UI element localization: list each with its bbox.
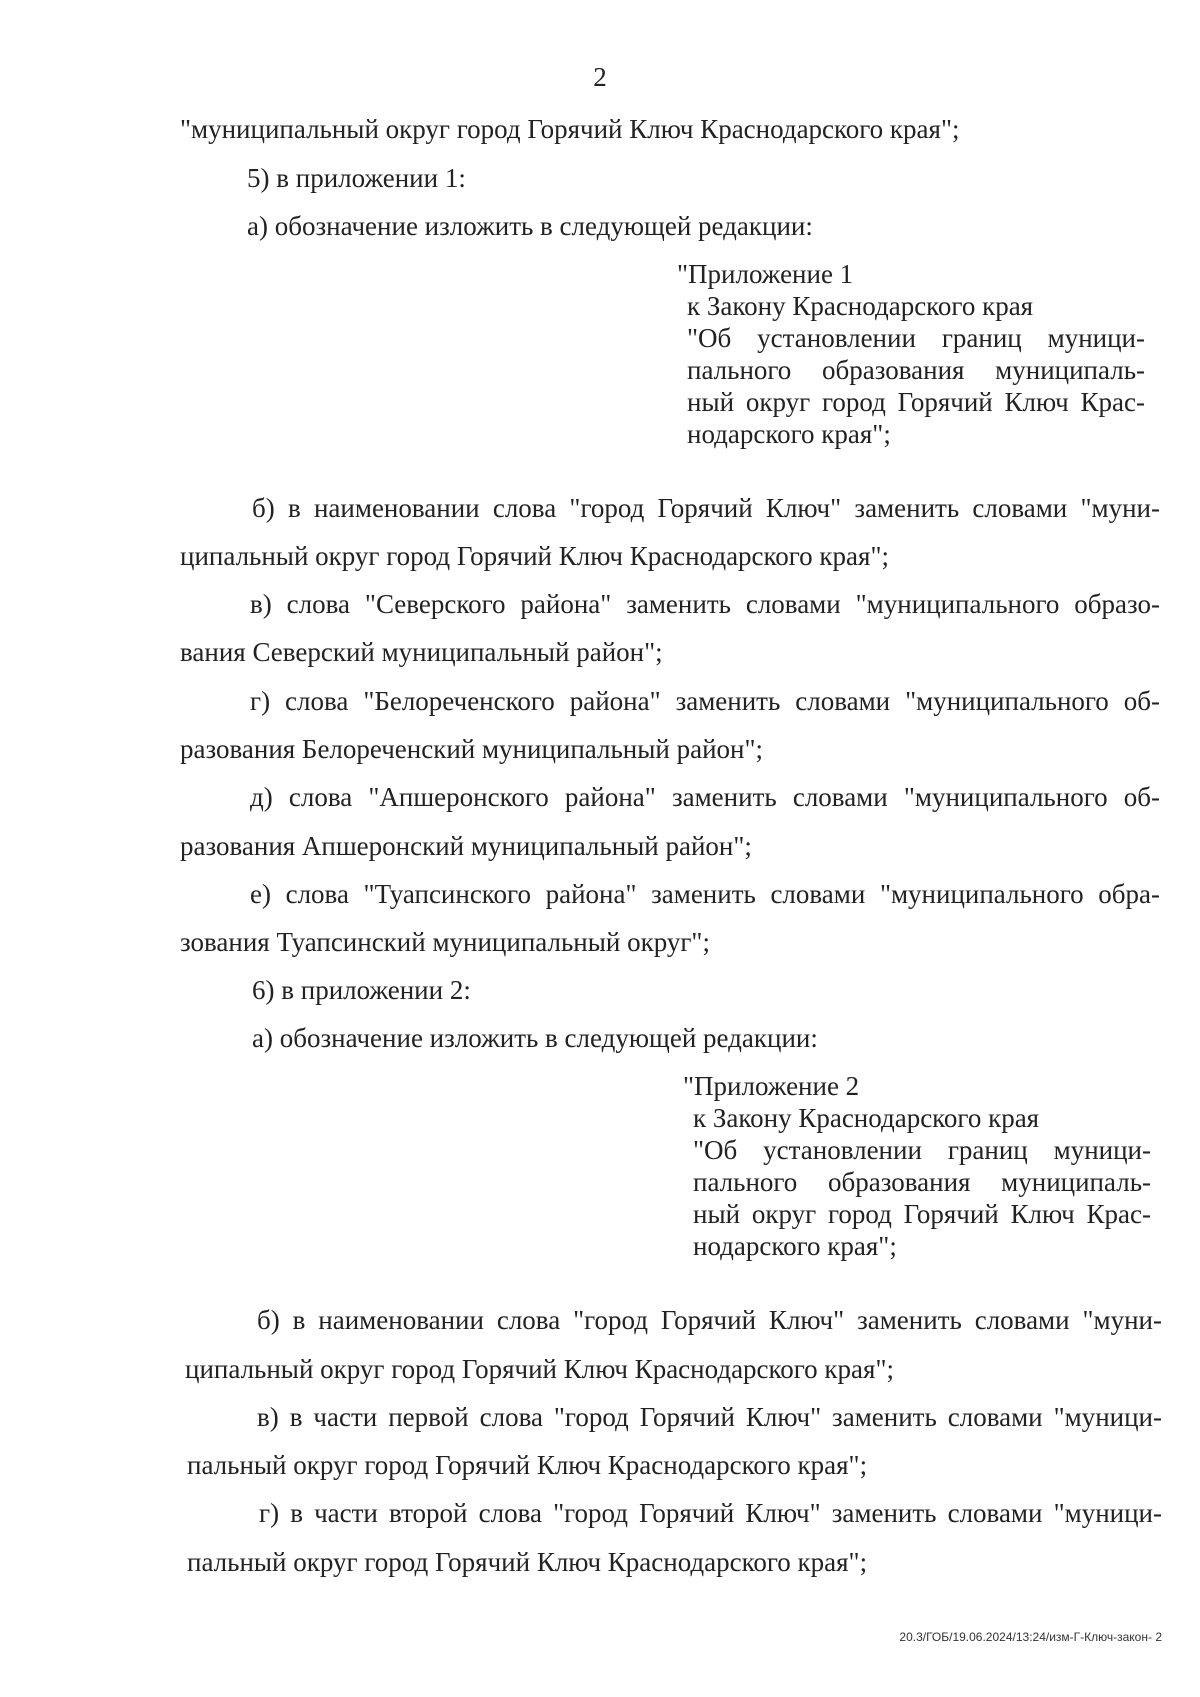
appendix-2-line: "Приложение 2	[683, 1071, 860, 1101]
text-line: ципальный округ город Горячий Ключ Краснодарского края";	[185, 1354, 894, 1384]
appendix-1-line: нодарского края";	[687, 419, 891, 449]
appendix-1-line: пального образования муниципаль-	[687, 355, 1145, 385]
text-line: а) обозначение изложить в следующей редакции:	[252, 1023, 818, 1053]
appendix-1-line: "Об установлении границ муници-	[687, 323, 1145, 353]
text-line: ципальный округ город Горячий Ключ Краснодарского края";	[180, 541, 889, 571]
appendix-1-line: к Закону Краснодарского края	[687, 291, 1034, 321]
text-line: а) обозначение изложить в следующей редакции:	[247, 211, 813, 241]
appendix-2-header	[683, 1070, 1151, 1262]
text-line: 5) в приложении 1:	[247, 163, 466, 193]
page-number: 2	[593, 62, 607, 92]
text-line: разования Апшеронский муниципальный район";	[180, 831, 752, 861]
text-line: 6) в приложении 2:	[252, 975, 471, 1005]
appendix-1-line: ный округ город Горячий Ключ Крас-	[687, 387, 1145, 417]
text-line: вания Северский муниципальный район";	[180, 637, 663, 667]
text-line: в) слова "Северского района" заменить словами "муниципального образо-	[250, 589, 1160, 619]
text-line: пальный округ город Горячий Ключ Краснодарского края";	[187, 1450, 868, 1480]
appendix-1-line: "Приложение 1	[677, 259, 854, 289]
text-line: г) слова "Белореченского района" заменить словами "муниципального об-	[250, 686, 1160, 716]
text-line: б) в наименовании слова "город Горячий Ключ" заменить словами "муни-	[252, 493, 1160, 523]
appendix-2-line: ный округ город Горячий Ключ Крас-	[693, 1199, 1151, 1229]
text-line: пальный округ город Горячий Ключ Краснодарского края";	[187, 1547, 868, 1577]
text-line: б) в наименовании слова "город Горячий Ключ" заменить словами "муни-	[257, 1305, 1162, 1335]
text-line: д) слова "Апшеронского района" заменить словами "муниципального об-	[250, 782, 1160, 812]
appendix-2-line: к Закону Краснодарского края	[693, 1103, 1040, 1133]
appendix-2-line: "Об установлении границ муници-	[693, 1135, 1151, 1165]
appendix-2-line: пального образования муниципаль-	[693, 1167, 1151, 1197]
appendix-1-header	[677, 258, 1145, 450]
text-line: в) в части первой слова "город Горячий Ключ" заменить словами "муници-	[257, 1402, 1162, 1432]
text-line: зования Туапсинский муниципальный округ";	[180, 927, 710, 957]
document-footer-code: 20.3/ГОБ/19.06.2024/13:24/изм-Г-Ключ-закон- 2	[899, 1630, 1162, 1644]
text-line: "муниципальный округ город Горячий Ключ Краснодарского края";	[180, 114, 960, 144]
text-line: г) в части второй слова "город Горячий Ключ" заменить словами "муници-	[259, 1498, 1162, 1528]
text-line: разования Белореченский муниципальный район";	[180, 734, 764, 764]
text-line: е) слова "Туапсинского района" заменить словами "муниципального обра-	[250, 879, 1160, 909]
appendix-2-line: нодарского края";	[693, 1231, 897, 1261]
